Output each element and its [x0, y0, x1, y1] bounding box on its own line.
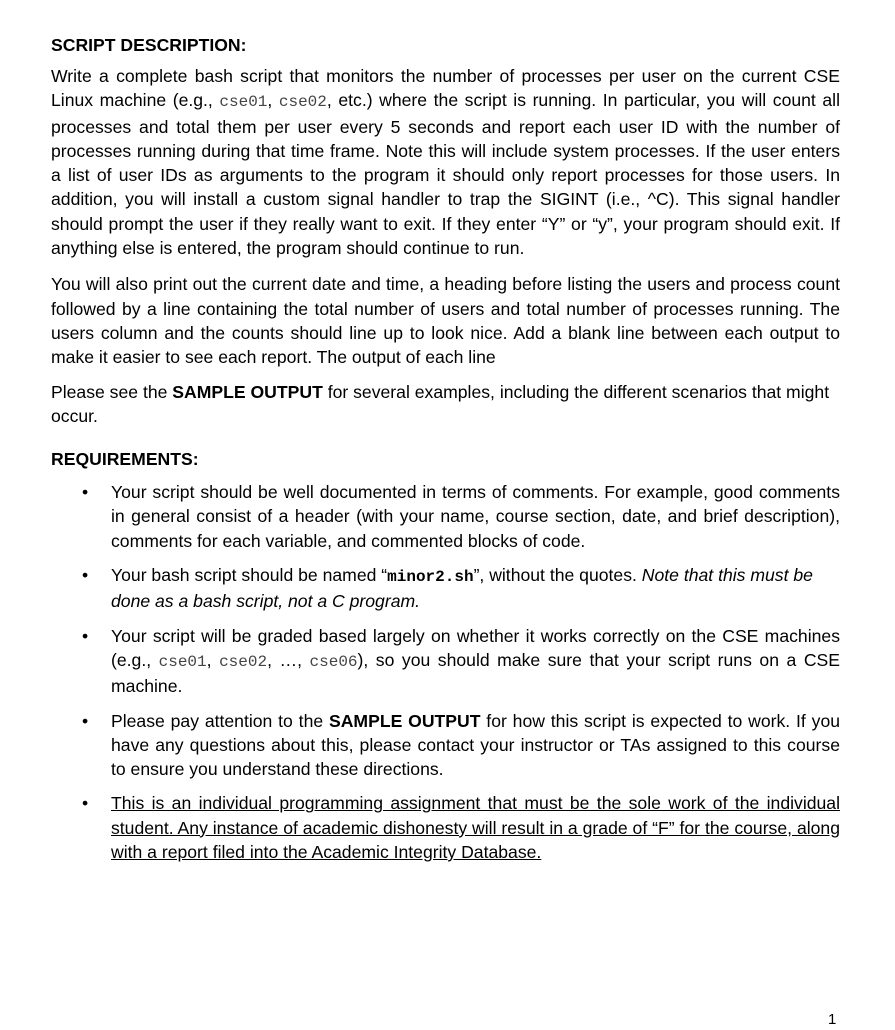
code-cse02: cse02 — [219, 652, 268, 671]
page-number: 1 — [828, 1011, 837, 1028]
description-paragraph-1: Write a complete bash script that monitors the number of processes per user on the current CSE Linux machine (e.g., cse01, cse02, etc.) where the script is running. In particular, you will count all processes and total them per user every 5 seconds and report each user ID with the number of processes running during that time frame. Note this will include system processes. If the user enters a list of user IDs as arguments to the program it should only report processes for those users. In addition, you will install a custom signal handler to trap the SIGINT (i.e., ^C). This signal handler should prompt the user if they really want to exit. If they enter “Y” or “y”, your program should exit. If anything else is entered, the program should continue to run. — [51, 66, 840, 259]
academic-integrity-notice: This is an individual programming assignment that must be the sole work of the individual student. Any instance of academic dishonesty will result in a grade of “F” for the course, along with a report filed into the Academic Integrity Database. — [111, 793, 840, 863]
requirement-item-grading: • Your script will be graded based largely on whether it works correctly on the CSE machines (e.g., cse01, cse02, …, cse06), so you should make sure that your script runs on a CSE machine. — [82, 625, 841, 697]
code-cse01: cse01 — [219, 93, 268, 112]
requirement-item-script-name: • Your bash script should be named “minor2.sh”, without the quotes. Note that this must be done as a bash script, not a C program. — [82, 565, 813, 612]
requirement-item-integrity — [51, 791, 840, 864]
code-script-name: minor2.sh — [387, 568, 474, 587]
sample-output-emphasis: SAMPLE OUTPUT — [328, 710, 481, 731]
code-cse06: cse06 — [309, 652, 358, 671]
bullet-icon: • — [82, 565, 89, 586]
description-paragraph-3: Please see the SAMPLE OUTPUT for several examples, including the different scenarios that might occur. — [51, 381, 830, 426]
bullet-icon: • — [82, 625, 89, 646]
requirements-list — [51, 480, 840, 864]
code-cse01: cse01 — [158, 652, 207, 671]
bullet-icon: • — [82, 710, 89, 731]
requirement-item-comments: • Your script should be well documented in terms of comments. For example, good comments in general consist of a header (with your name, course section, date, and brief description), comments for each variable, and commented blocks of code. — [82, 482, 840, 551]
requirements-heading: REQUIREMENTS: — [51, 449, 199, 470]
script-description-heading: SCRIPT DESCRIPTION: — [51, 35, 247, 55]
bash-note: Note that this must be done as a bash script, not a C program. — [111, 565, 813, 612]
document-page — [51, 34, 840, 874]
bullet-icon: • — [82, 482, 89, 503]
sample-output-emphasis: SAMPLE OUTPUT — [172, 381, 323, 402]
bullet-icon: • — [82, 793, 89, 814]
code-cse02: cse02 — [278, 93, 327, 112]
requirement-item-sample-output: • Please pay attention to the SAMPLE OUTPUT for how this script is expected to work. If you have any questions about this, please contact your instructor or TAs assigned to this course to ensure you understand these directions. — [82, 710, 841, 780]
description-paragraph-2: You will also print out the current date and time, a heading before listing the users and process count followed by a line containing the total number of users and total number of processes running. The users column and the counts should line up to look nice. Add a blank line between each output to make it easier to see each report. The output of each line — [51, 274, 840, 368]
